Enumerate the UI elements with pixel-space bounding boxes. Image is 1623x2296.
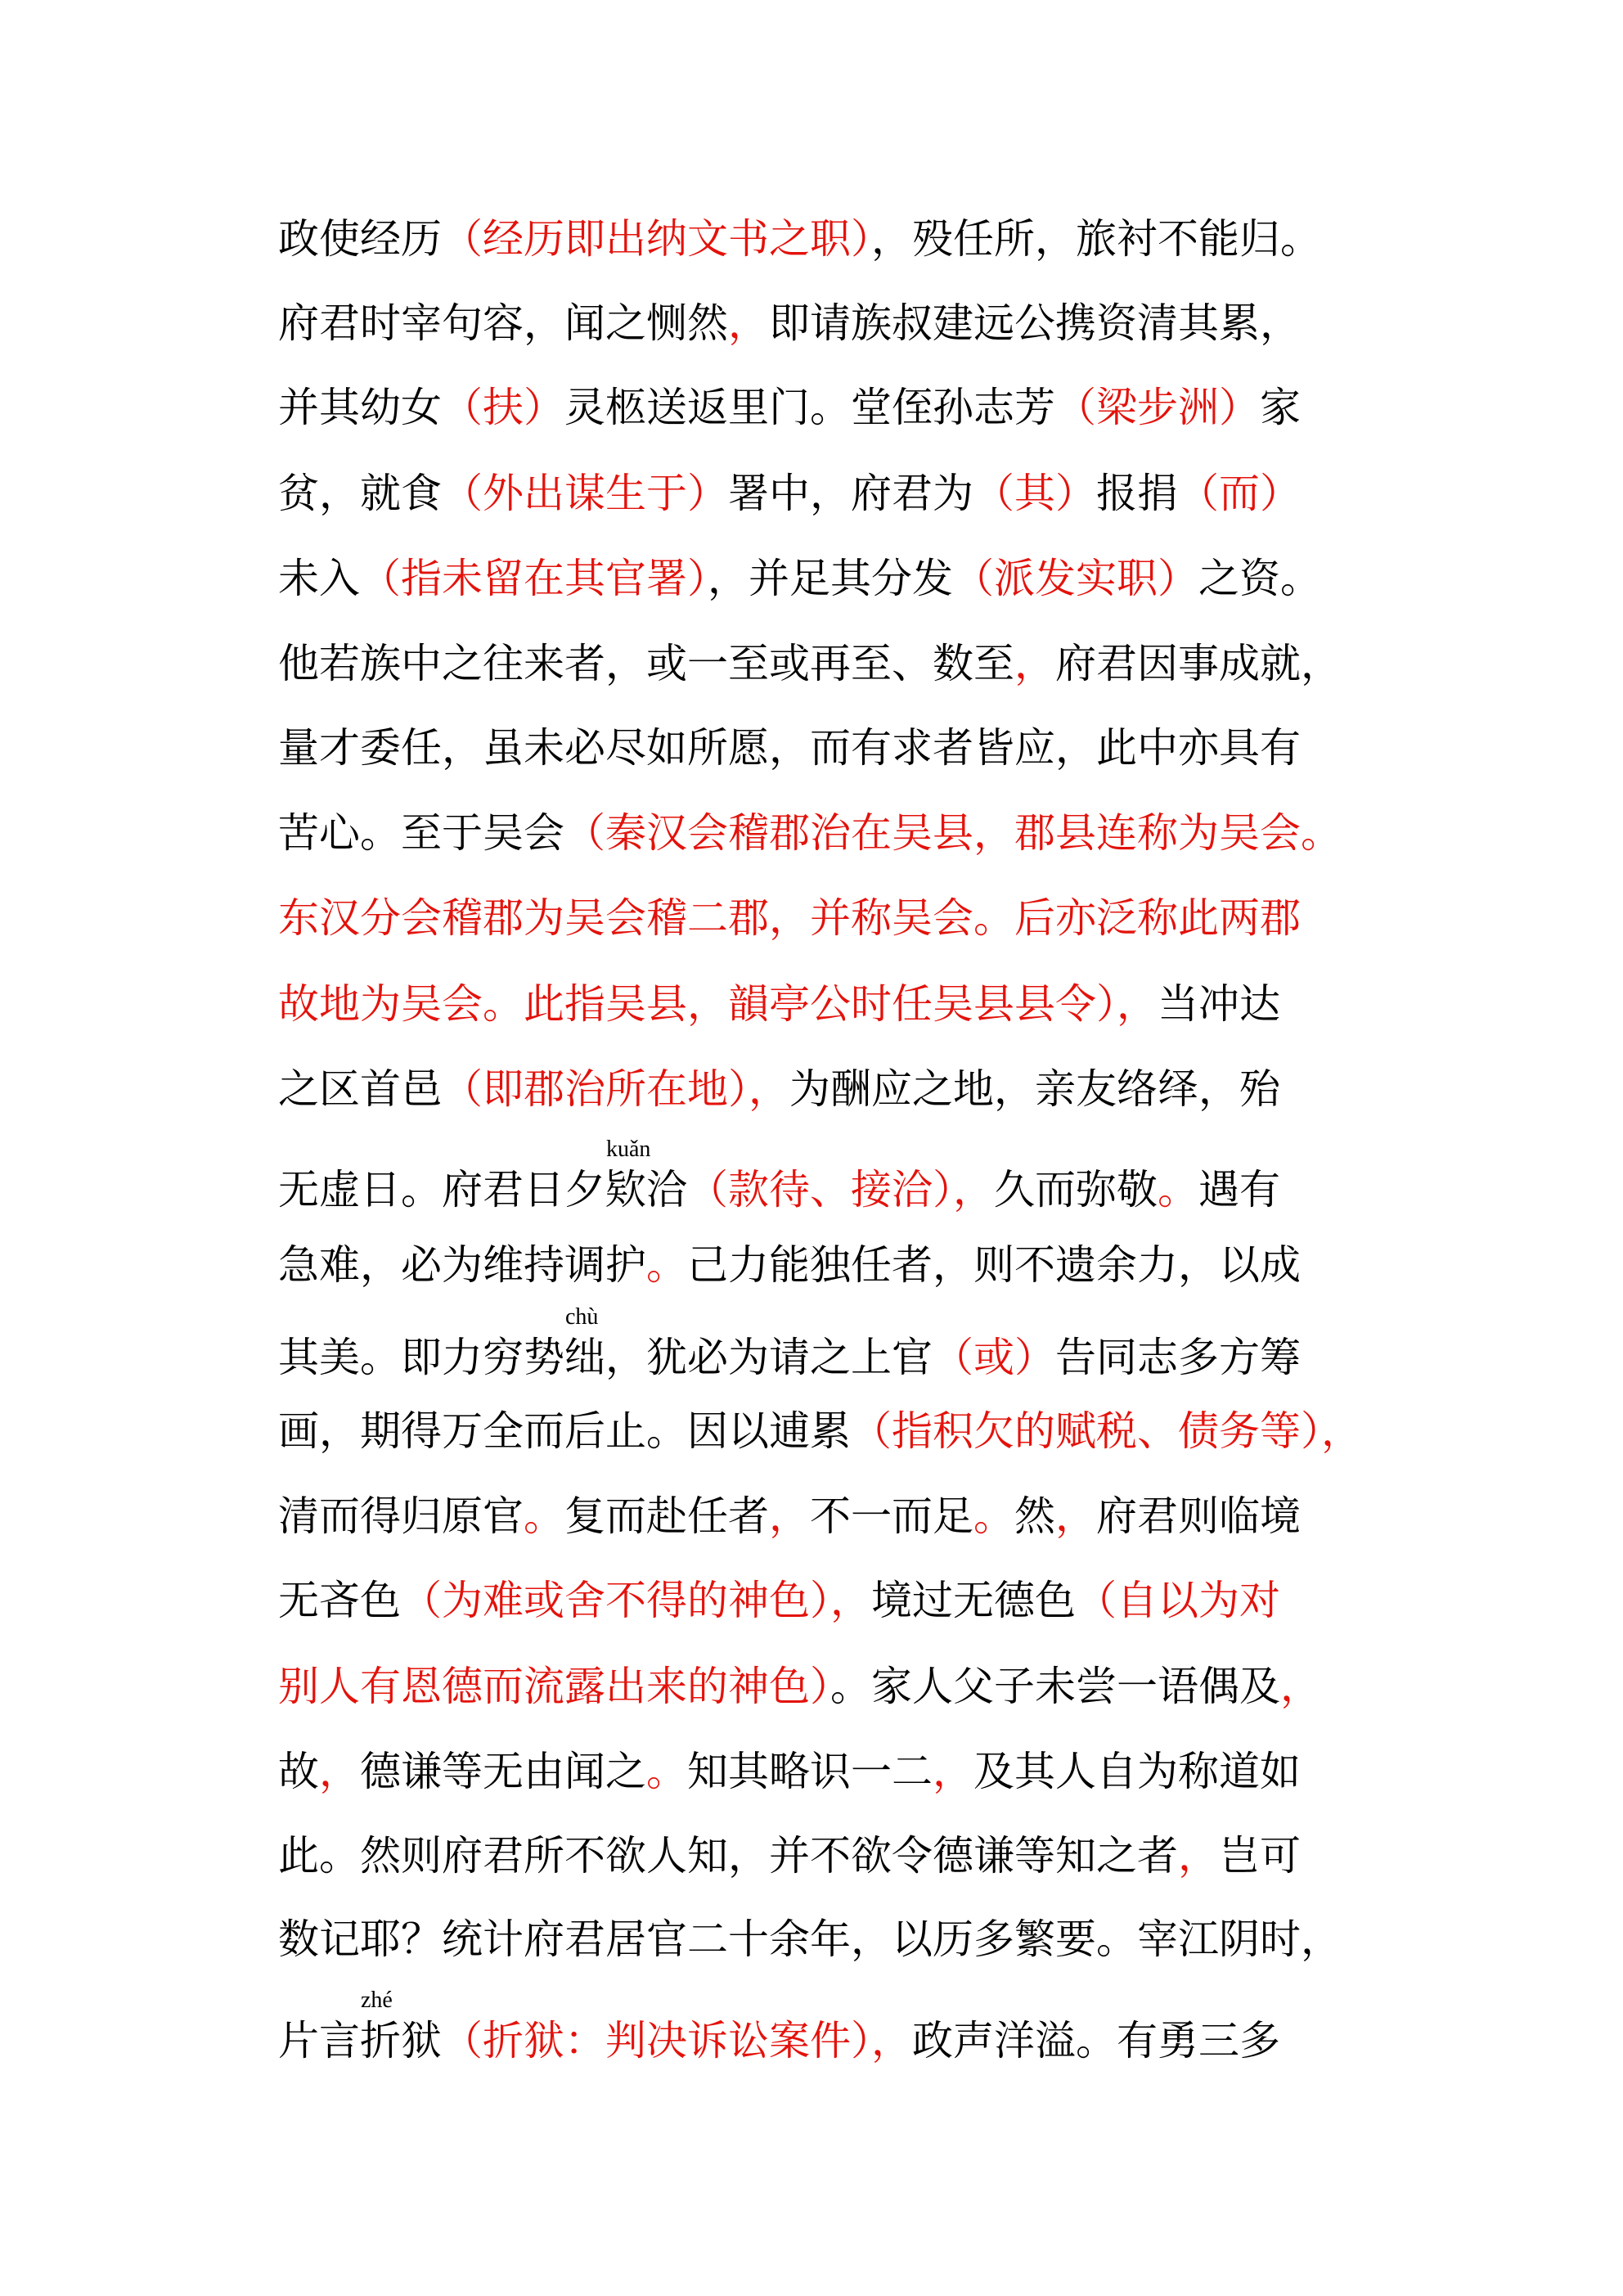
text-segment: （折狱：判决诉讼案件）， <box>442 2018 912 2064</box>
text-line <box>278 301 1358 345</box>
text-segment: 灵柩送返里门。堂侄孙志芳 <box>564 385 1055 430</box>
text-line <box>278 1664 1358 1708</box>
text-segment: 之资。 <box>1198 556 1321 601</box>
text-line <box>278 471 1358 515</box>
text-segment: 洽 <box>646 1167 687 1213</box>
text-segment: 并其幼女 <box>278 385 442 430</box>
text-line <box>278 556 1358 601</box>
text-segment: ，并足其分发 <box>708 556 953 601</box>
text-segment: （派发实职） <box>953 556 1198 601</box>
text-segment: （指积欠的赋税、债务等）， <box>851 1408 1362 1454</box>
text-segment: （自以为对 <box>1076 1578 1280 1623</box>
text-segment: 当冲达 <box>1158 981 1280 1027</box>
ruby-segment <box>360 1988 401 2064</box>
text-segment: 府君则临境 <box>1096 1493 1301 1539</box>
text-line <box>278 1578 1358 1623</box>
text-line <box>278 1494 1358 1538</box>
text-segment: 署中，府君为 <box>728 470 973 516</box>
text-segment: 东汉分会稽郡为吴会稽二郡，并称吴会。后亦泛称此两郡 <box>278 895 1301 941</box>
text-segment: 。 <box>646 1749 687 1794</box>
text-segment: 贫，就食 <box>278 470 442 516</box>
text-segment: 岂可 <box>1219 1833 1301 1879</box>
text-segment: 量才委任，虽未必尽如所愿，而有求者皆应，此中亦具有 <box>278 725 1301 771</box>
text-line <box>278 217 1358 261</box>
text-segment: ，殁任所，旅衬不能归。 <box>871 216 1321 262</box>
text-line <box>278 726 1358 770</box>
text-segment: 。 <box>646 1242 687 1288</box>
text-segment: ， <box>933 1749 973 1794</box>
text-segment: （款待、接洽）， <box>687 1167 994 1213</box>
text-segment: （为难或舍不得的神色）， <box>401 1578 871 1623</box>
text-segment: ，犹必为请之上官 <box>605 1335 933 1380</box>
pinyin-annotation: zhé <box>361 1988 393 2013</box>
text-segment: 清而得归原官 <box>278 1493 524 1539</box>
pinyin-annotation: chù <box>565 1304 599 1330</box>
text-segment: 折 <box>360 2018 401 2064</box>
text-segment: （梁步洲） <box>1055 385 1260 430</box>
text-segment: 报捐 <box>1096 470 1178 516</box>
text-line <box>278 1243 1358 1287</box>
text-segment: 府君因事成就， <box>1055 641 1342 687</box>
text-segment: 知其略识一二 <box>687 1749 933 1794</box>
text-segment: 为酬应之地，亲友络绎，殆 <box>789 1066 1280 1112</box>
text-segment: 之区首邑 <box>278 1066 442 1112</box>
ruby-segment <box>564 1304 605 1380</box>
text-segment: 欵 <box>605 1167 646 1213</box>
text-segment: 然 <box>1014 1493 1055 1539</box>
text-segment: （外出谋生于） <box>442 470 728 516</box>
text-segment: 不一而足 <box>810 1493 973 1539</box>
text-line <box>278 1067 1358 1111</box>
text-segment: 政使经历 <box>278 216 442 262</box>
text-segment: （或） <box>933 1335 1055 1380</box>
text-segment: 府君时宰句容，闻之恻然 <box>278 300 728 346</box>
text-segment: 无吝色 <box>278 1578 401 1623</box>
text-segment: 告同志多方筹 <box>1055 1335 1301 1380</box>
text-segment: 片言 <box>278 2018 360 2064</box>
text-line <box>278 1749 1358 1794</box>
text-segment: 政声洋溢。有勇三多 <box>912 2018 1280 2064</box>
text-segment: 。 <box>1158 1167 1198 1213</box>
text-segment: （秦汉会稽郡治在吴县，郡县连称为吴会。 <box>564 810 1342 856</box>
text-segment: 故 <box>278 1749 319 1794</box>
text-segment: （扶） <box>442 385 564 430</box>
text-segment: 无虚日。府君日夕 <box>278 1167 605 1213</box>
text-segment: ， <box>728 300 769 346</box>
text-line <box>278 982 1358 1026</box>
text-segment: 急难，必为维持调护 <box>278 1242 646 1288</box>
ruby-segment <box>605 1137 651 1213</box>
text-segment: 苦心。至于吴会 <box>278 810 564 856</box>
text-line <box>278 896 1358 940</box>
text-segment: 别人有恩德而流露出来的神色） <box>278 1663 830 1709</box>
text-segment: （其） <box>973 470 1096 516</box>
text-segment: ， <box>1014 641 1055 687</box>
text-line <box>278 1304 1358 1380</box>
text-segment: 己力能独任者，则不遗余力，以成 <box>687 1242 1301 1288</box>
text-segment: （指未留在其官署） <box>360 556 708 601</box>
text-line <box>278 1137 1358 1213</box>
text-line <box>278 385 1358 430</box>
text-segment: 境过无德色 <box>871 1578 1076 1623</box>
text-segment: 。 <box>973 1493 1014 1539</box>
text-segment: 画，期得万全而后止。因以逋累 <box>278 1408 851 1454</box>
text-segment: 遇有 <box>1198 1167 1280 1213</box>
text-segment: 此。然则府君所不欲人知，并不欲令德谦等知之者 <box>278 1833 1178 1879</box>
text-segment: 绌 <box>564 1335 605 1380</box>
text-segment: （而） <box>1178 470 1301 516</box>
text-segment: ， <box>1178 1833 1219 1879</box>
text-segment: （经历即出纳文书之职） <box>442 216 871 262</box>
text-line <box>278 811 1358 855</box>
text-segment: ， <box>1280 1663 1321 1709</box>
text-line <box>278 1917 1358 1961</box>
text-segment: 及其人自为称道如 <box>973 1749 1301 1794</box>
pinyin-annotation: kuǎn <box>606 1137 651 1162</box>
text-segment: 故地为吴会。此指吴县，韻亭公时任吴县县令）， <box>278 981 1158 1027</box>
text-line <box>278 1988 1358 2064</box>
text-segment: 数记耶？统计府君居官二十余年，以历多繁要。宰江阴时， <box>278 1916 1342 1962</box>
text-segment: （即郡治所在地）， <box>442 1066 789 1112</box>
text-segment: 复而赴任者 <box>564 1493 769 1539</box>
text-segment: 狱 <box>401 2018 442 2064</box>
text-segment: 久而弥敬 <box>994 1167 1158 1213</box>
text-segment: 即请族叔建远公携资清其累， <box>769 300 1301 346</box>
text-line <box>278 1834 1358 1878</box>
text-segment: ， <box>1055 1493 1096 1539</box>
text-segment: ， <box>319 1749 360 1794</box>
text-segment: 他若族中之往来者，或一至或再至、数至 <box>278 641 1014 687</box>
text-segment: 德谦等无由闻之 <box>360 1749 646 1794</box>
text-segment: 其美。即力穷势 <box>278 1335 564 1380</box>
text-line <box>278 642 1358 686</box>
text-segment: ， <box>769 1493 810 1539</box>
text-segment: 。家人父子未尝一语偶及 <box>830 1663 1280 1709</box>
text-segment: 未入 <box>278 556 360 601</box>
text-line <box>278 1408 1362 1454</box>
text-segment: 家 <box>1260 385 1301 430</box>
text-segment: 。 <box>524 1493 564 1539</box>
